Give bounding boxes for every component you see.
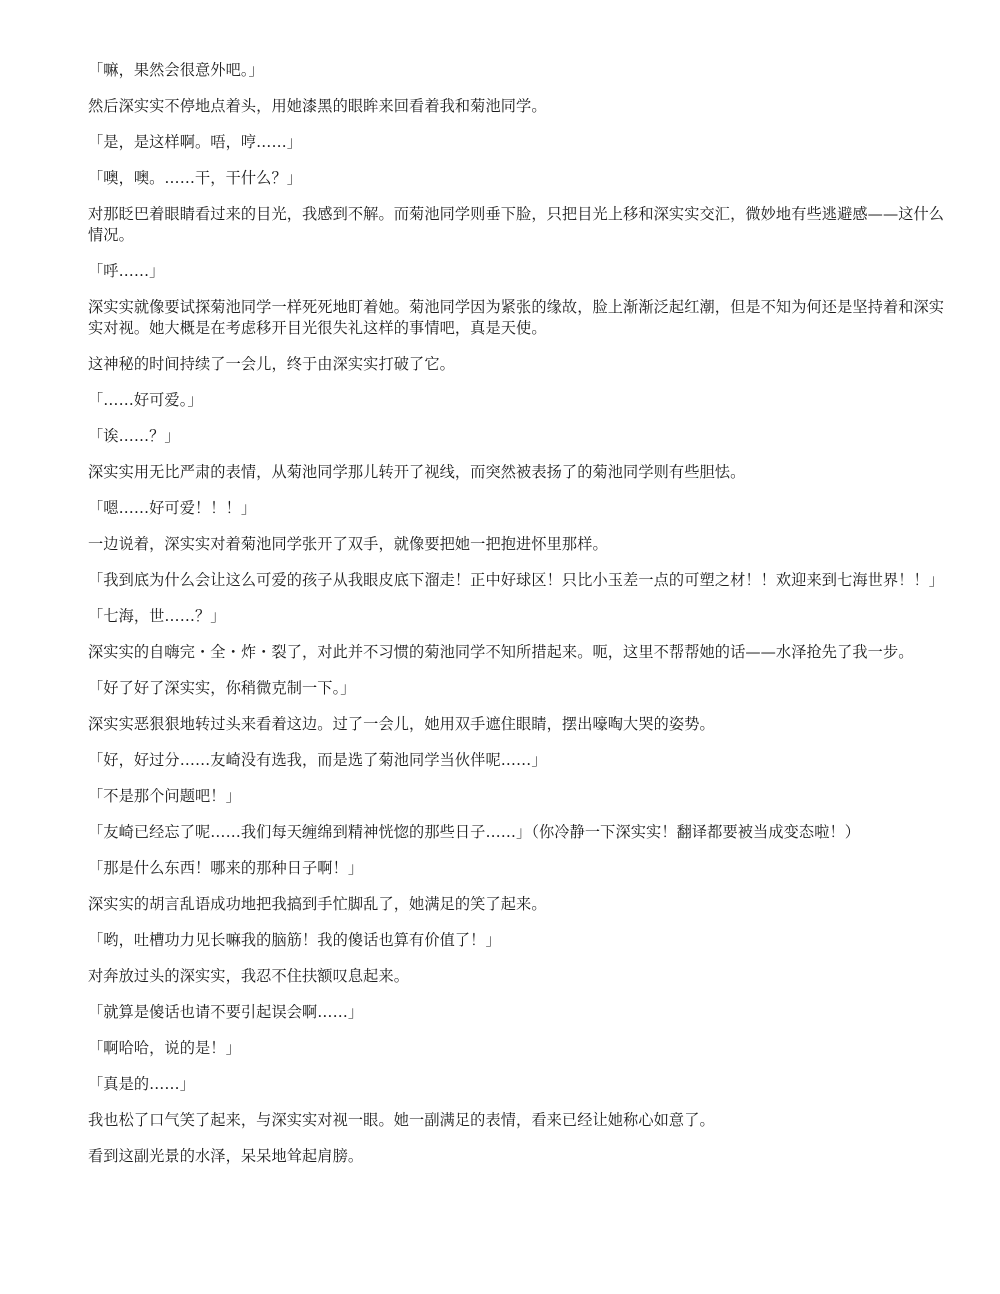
dialogue-line: 「嗯……好可爱！！！」 [88,499,257,517]
dialogue-line: 「好，好过分……友崎没有选我，而是选了菊池同学当伙伴呢……」 [88,751,547,769]
dialogue-line: 「就算是傻话也请不要引起误会啊……」 [88,1003,364,1021]
narration-paragraph: 深实实的胡言乱语成功地把我搞到手忙脚乱了，她满足的笑了起来。 [88,895,547,913]
dialogue-line: 「呼……」 [88,262,165,280]
dialogue-line: 「诶……？」 [88,427,180,445]
dialogue-line: 「不是那个问题吧！」 [88,787,241,805]
dialogue-line: 「那是什么东西！哪来的那种日子啊！」 [88,859,364,877]
dialogue-line: 「哟，吐槽功力见长嘛我的脑筋！我的傻话也算有价值了！」 [88,931,501,949]
dialogue-line: 「嘛，果然会很意外吧。」 [88,61,264,79]
narration-paragraph: 然后深实实不停地点着头，用她漆黑的眼眸来回看着我和菊池同学。 [88,97,547,115]
dialogue-line: 「我到底为什么会让这么可爱的孩子从我眼皮底下溜走！正中好球区！只比小玉差一点的可塑之材！！欢迎来到七海世界！！」 [88,571,945,589]
dialogue-line: 「啊哈哈，说的是！」 [88,1039,241,1057]
document-body [88,60,950,1182]
narration-paragraph: 深实实的自嗨完・全・炸・裂了，对此并不习惯的菊池同学不知所措起来。呃，这里不帮帮她的话——水泽抢先了我一步。 [88,643,914,661]
narration-paragraph: 深实实恶狠狠地转过头来看着这边。过了一会儿，她用双手遮住眼睛，摆出嚎啕大哭的姿势。 [88,715,715,733]
narration-paragraph: 对奔放过头的深实实，我忍不住扶额叹息起来。 [88,967,410,985]
narration-paragraph: 这神秘的时间持续了一会儿，终于由深实实打破了它。 [88,355,455,373]
dialogue-line: 「友崎已经忘了呢……我们每天缠绵到精神恍惚的那些日子……」（你冷静一下深实实！翻译都要被当成变态啦！） [88,823,861,841]
dialogue-line: 「是，是这样啊。唔，哼……」 [88,133,303,151]
narration-paragraph: 我也松了口气笑了起来，与深实实对视一眼。她一副满足的表情，看来已经让她称心如意了。 [88,1111,715,1129]
narration-paragraph: 看到这副光景的水泽，呆呆地耸起肩膀。 [88,1147,364,1165]
dialogue-line: 「好了好了深实实，你稍微克制一下。」 [88,679,356,697]
dialogue-line: 「真是的……」 [88,1075,196,1093]
narration-paragraph: 对那眨巴着眼睛看过来的目光，我感到不解。而菊池同学则垂下脸，只把目光上移和深实实交汇，微妙地有些逃避感——这什么情况。 [88,205,945,244]
dialogue-line: 「……好可爱。」 [88,391,203,409]
dialogue-line: 「噢，噢。……干，干什么？」 [88,169,303,187]
narration-paragraph: 一边说着，深实实对着菊池同学张开了双手，就像要把她一把抱进怀里那样。 [88,535,608,553]
dialogue-line: 「七海，世……？」 [88,607,226,625]
narration-paragraph: 深实实就像要试探菊池同学一样死死地盯着她。菊池同学因为紧张的缘故，脸上渐渐泛起红潮，但是不知为何还是坚持着和深实实对视。她大概是在考虑移开目光很失礼这样的事情吧，真是天使。 [88,298,945,337]
narration-paragraph: 深实实用无比严肃的表情，从菊池同学那儿转开了视线，而突然被表扬了的菊池同学则有些胆怯。 [88,463,746,481]
